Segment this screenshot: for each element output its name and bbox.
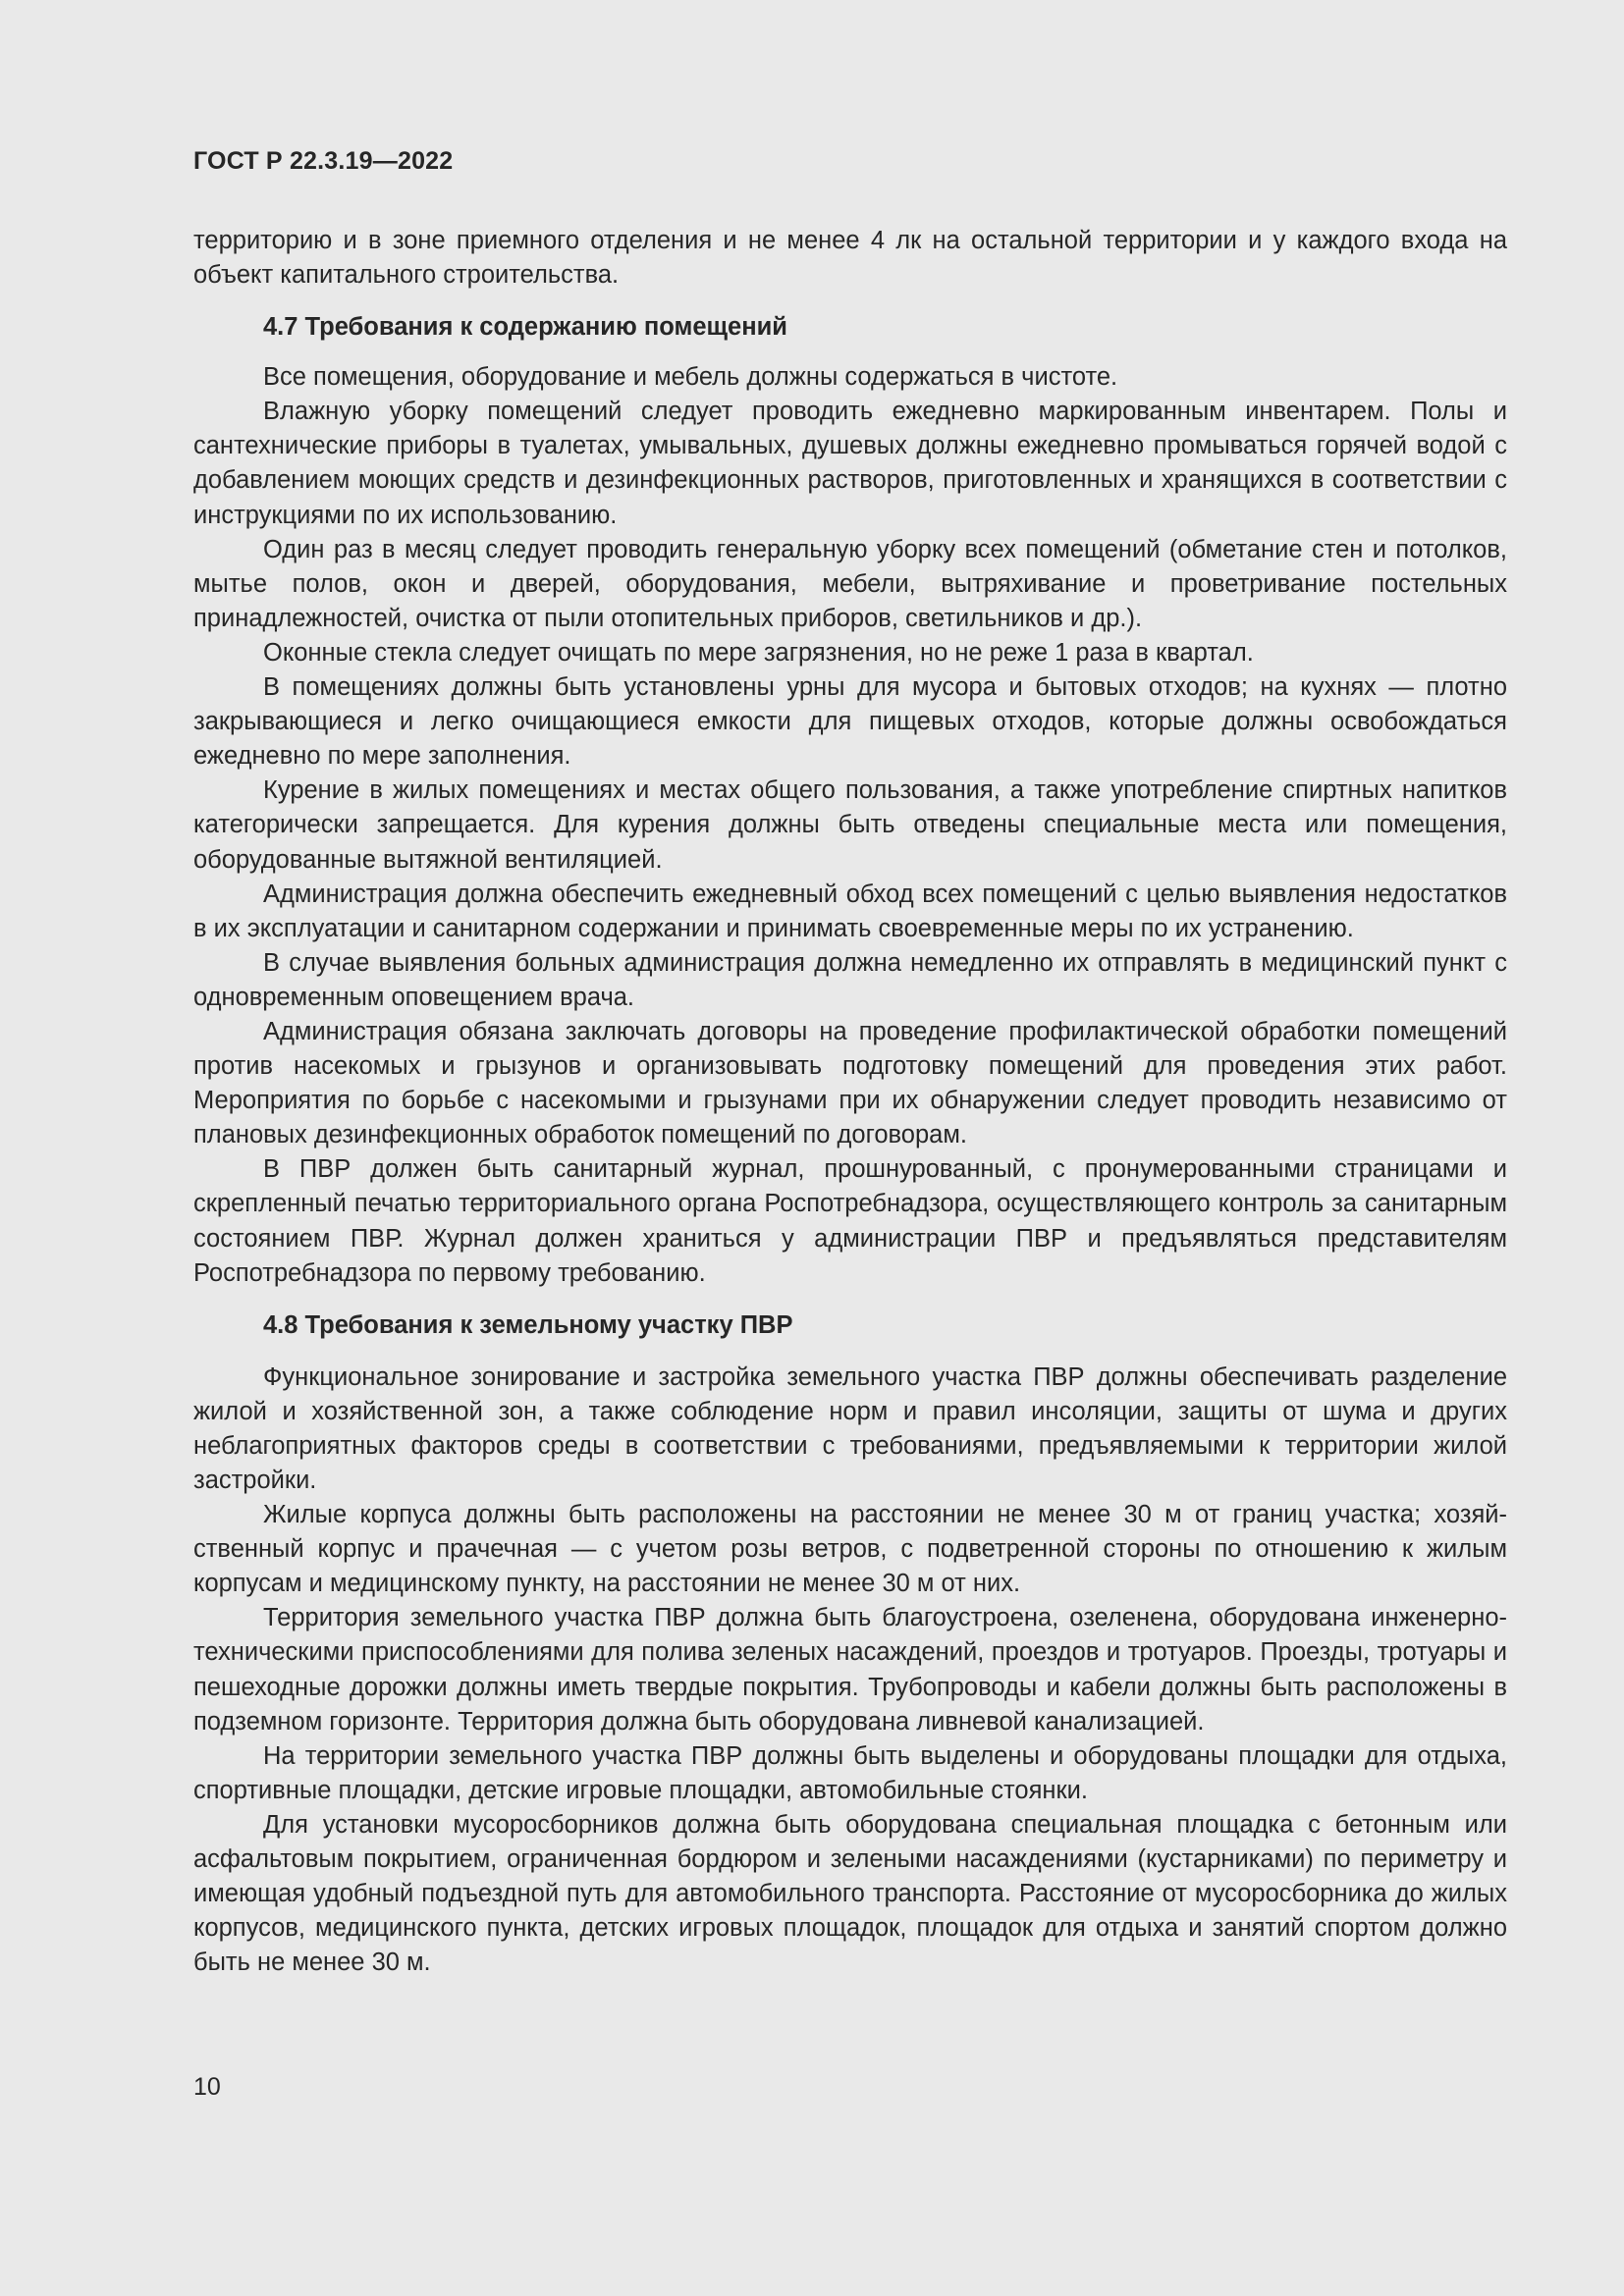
section-heading-4-8: 4.8 Требования к земельному участку ПВР (263, 1310, 793, 1339)
standard-code-header: ГОСТ Р 22.3.19—2022 (193, 147, 454, 175)
section-4-8-paragraph: Жилые корпуса должны быть расположены на расстоянии не менее 30 м от границ участка; хозяйственный корпус и прачечная — с учетом розы ветров, с подветренной стороны по отношению к жилым корпусам и медицинскому пункту, на расстоянии не менее 30 м от них. (193, 1501, 1507, 1598)
section-4-7-paragraph: В случае выявления больных администрация должна немедленно их отправлять в медицинский пункт с одновременным оповещением врача. (193, 948, 1507, 1011)
section-heading-4-7: 4.7 Требования к содержанию помещений (263, 313, 787, 342)
document-body (193, 224, 1507, 1980)
section-4-7-paragraph: Один раз в месяц следует проводить генеральную уборку всех помещений (обметание стен и потолков, мытье полов, окон и дверей, оборудования, мебели, вытряхивание и проветривание постельных принадлежностей, очистка от пыли отопительных приборов, светильников и др.). (193, 535, 1507, 632)
section-4-7-paragraph: В ПВР должен быть санитарный журнал, прошнурованный, с пронумерованными страницами и скрепленный печатью территориального органа Роспотребнадзора, осуществляющего контроль за санитарным состоянием ПВР. Журнал должен храниться у администрации ПВР и предъявляться представителям Роспотребнадзора по первому требованию. (193, 1155, 1507, 1287)
section-4-7-paragraph: Все помещения, оборудование и мебель должны содержаться в чистоте. (263, 363, 1118, 392)
continuation-paragraph: территорию и в зоне приемного отделения и не менее 4 лк на остальной территории и у каждого входа на объект капитального строительства. (193, 227, 1507, 290)
page-number: 10 (193, 2073, 221, 2101)
section-4-8-paragraph: Для установки мусоросборников должна быть оборудована специальная площадка с бетонным или асфальтовым покрытием, ограниченная бордюром и зелеными насаждениями (кустарниками) по периметру и имеющая удобный подъездной путь для автомобильного транспорта. Расстояние от мусоросборника до жилых корпусов, медицинского пункта, детских игровых площадок, площадок для отдыха и занятий спортом должно быть не менее 30 м. (193, 1810, 1507, 1977)
section-4-8-paragraph: Функциональное зонирование и застройка земельного участка ПВР должны обеспечивать разделение жилой и хозяйственной зон, а также соблюдение норм и правил инсоляции, защиты от шума и других неблагоприятных факторов среды в соответствии с требованиями, предъявляемыми к территории жилой застройки. (193, 1362, 1507, 1494)
section-4-7-paragraph: Администрация обязана заключать договоры на проведение профилактической обработки помещений против насекомых и грызунов и организовывать подготовку помещений для проведения этих работ. Мероприятия по борьбе с насекомыми и грызунами при их обнаружении следует проводить независимо от плановых дезинфекционных обработок помещений по договорам. (193, 1017, 1507, 1149)
section-4-7-paragraph: Оконные стекла следует очищать по мере загрязнения, но не реже 1 раза в квартал. (263, 638, 1254, 667)
section-4-8-paragraph: На территории земельного участка ПВР должны быть выделены и оборудованы площадки для отдыха, спортивные площадки, детские игровые площадки, автомобильные стоянки. (193, 1741, 1507, 1804)
section-4-7-paragraph: В помещениях должны быть установлены урны для мусора и бытовых отходов; на кухнях — плотно закрывающиеся и легко очищающиеся емкости для пищевых отходов, которые должны освобождаться ежедневно по мере заполнения. (193, 673, 1507, 771)
section-4-7-paragraph: Влажную уборку помещений следует проводить ежедневно маркированным инвентарем. Полы и сантехнические приборы в туалетах, умывальных, душевых должны ежедневно промываться горячей водой с добавлением моющих средств и дезинфекционных растворов, приготовленных и хранящихся в соответствии с инструкциями по их использованию. (193, 398, 1507, 529)
section-4-7-paragraph: Курение в жилых помещениях и местах общего пользования, а также употребление спиртных напитков категорически запрещается. Для курения должны быть отведены специальные места или помещения, оборудованные вытяжной вентиляцией. (193, 776, 1507, 874)
section-4-7-paragraph: Администрация должна обеспечить ежедневный обход всех помещений с целью выявления недостатков в их эксплуатации и санитарном содержании и принимать своевременные меры по их устранению. (193, 880, 1507, 942)
section-4-8-paragraph: Территория земельного участка ПВР должна быть благоустроена, озеленена, оборудована инженерно-техническими приспособлениями для полива зеленых насаждений, проездов и тротуаров. Проезды, тротуары и пешеходные дорожки должны иметь твердые покрытия. Трубопроводы и кабели должны быть расположены в подземном горизонте. Территория должна быть оборудована ливневой канализацией. (193, 1604, 1507, 1735)
